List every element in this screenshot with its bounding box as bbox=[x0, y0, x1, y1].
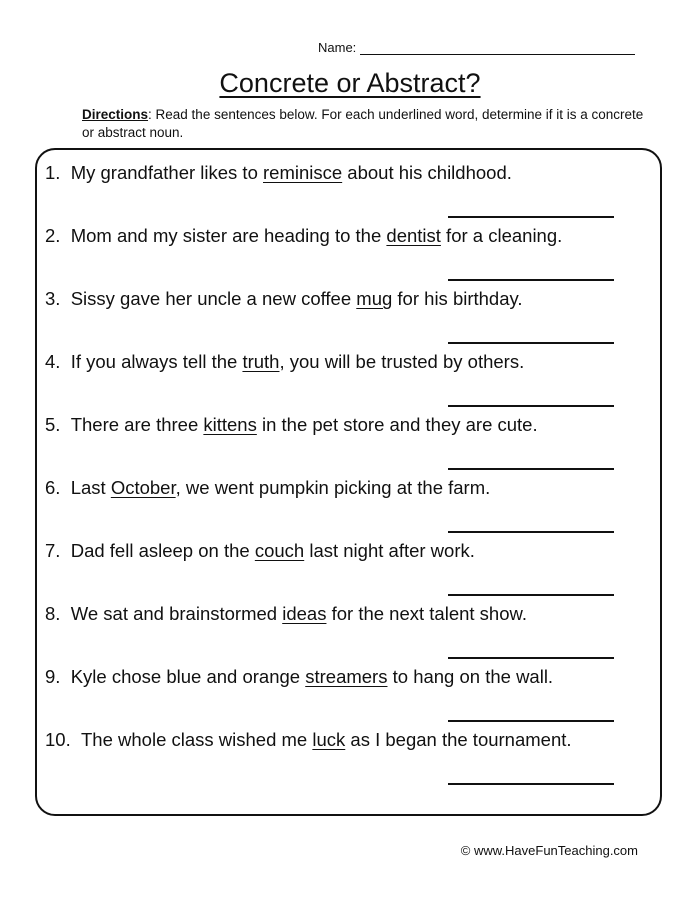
sentence-text: My grandfather likes to bbox=[70, 162, 263, 183]
footer-credit: © www.HaveFunTeaching.com bbox=[460, 843, 638, 858]
sentence-text: for his birthday. bbox=[392, 288, 523, 309]
name-label: Name: bbox=[318, 40, 357, 55]
sentence-text: in the pet store and they are cute. bbox=[256, 414, 538, 435]
question-sentence bbox=[45, 603, 527, 625]
question-number: 5. bbox=[45, 414, 71, 435]
sentence-text: for the next talent show. bbox=[326, 603, 527, 624]
sentence-text: , we went pumpkin picking at the farm. bbox=[175, 477, 491, 498]
question-sentence bbox=[45, 729, 572, 751]
question-sentence bbox=[45, 414, 538, 436]
sentence-text: Sissy gave her uncle a new coffee bbox=[70, 288, 357, 309]
sentence-text: If you always tell the bbox=[70, 351, 243, 372]
answer-line[interactable] bbox=[448, 720, 614, 722]
sentence-text: Dad fell asleep on the bbox=[70, 540, 255, 561]
sentence-text: The whole class wished me bbox=[81, 729, 313, 750]
answer-line[interactable] bbox=[448, 216, 614, 218]
sentence-text: We sat and brainstormed bbox=[70, 603, 283, 624]
question-number: 9. bbox=[45, 666, 71, 687]
directions-text: : Read the sentences below. For each underlined word, determine if it is a concrete or abstract noun. bbox=[82, 107, 644, 140]
question-sentence bbox=[45, 477, 490, 499]
name-row bbox=[318, 40, 635, 55]
worksheet-title: Concrete or Abstract? bbox=[219, 68, 481, 98]
question-number: 8. bbox=[45, 603, 71, 624]
answer-line[interactable] bbox=[448, 468, 614, 470]
directions-label: Directions bbox=[82, 107, 149, 122]
answer-line[interactable] bbox=[448, 531, 614, 533]
question-number: 10. bbox=[45, 729, 81, 750]
question-number: 2. bbox=[45, 225, 71, 246]
underlined-noun: mug bbox=[356, 288, 393, 309]
name-field-line[interactable] bbox=[360, 40, 635, 55]
sentence-text: Mom and my sister are heading to the bbox=[70, 225, 387, 246]
sentence-text: Last bbox=[70, 477, 111, 498]
sentence-text: as I began the tournament. bbox=[345, 729, 572, 750]
question-sentence bbox=[45, 351, 524, 373]
sentence-text: Kyle chose blue and orange bbox=[70, 666, 306, 687]
sentence-text: for a cleaning. bbox=[440, 225, 563, 246]
answer-line[interactable] bbox=[448, 279, 614, 281]
question-number: 1. bbox=[45, 162, 71, 183]
question-number: 7. bbox=[45, 540, 71, 561]
underlined-noun: reminisce bbox=[263, 162, 343, 183]
answer-line[interactable] bbox=[448, 342, 614, 344]
question-number: 4. bbox=[45, 351, 71, 372]
sentence-text: to hang on the wall. bbox=[387, 666, 554, 687]
underlined-noun: streamers bbox=[305, 666, 388, 687]
underlined-noun: truth bbox=[242, 351, 280, 372]
answer-line[interactable] bbox=[448, 405, 614, 407]
question-sentence bbox=[45, 666, 553, 688]
question-sentence bbox=[45, 288, 523, 310]
underlined-noun: dentist bbox=[386, 225, 441, 246]
underlined-noun: October bbox=[110, 477, 176, 498]
underlined-noun: kittens bbox=[203, 414, 257, 435]
question-sentence bbox=[45, 225, 562, 247]
underlined-noun: ideas bbox=[282, 603, 327, 624]
underlined-noun: luck bbox=[312, 729, 346, 750]
sentence-text: about his childhood. bbox=[342, 162, 512, 183]
answer-line[interactable] bbox=[448, 783, 614, 785]
question-number: 6. bbox=[45, 477, 71, 498]
question-sentence bbox=[45, 162, 512, 184]
sentence-text: , you will be trusted by others. bbox=[279, 351, 525, 372]
answer-line[interactable] bbox=[448, 657, 614, 659]
sentence-text: last night after work. bbox=[304, 540, 475, 561]
question-sentence bbox=[45, 540, 475, 562]
directions bbox=[82, 106, 652, 142]
answer-line[interactable] bbox=[448, 594, 614, 596]
underlined-noun: couch bbox=[254, 540, 305, 561]
question-number: 3. bbox=[45, 288, 71, 309]
sentence-text: There are three bbox=[70, 414, 204, 435]
